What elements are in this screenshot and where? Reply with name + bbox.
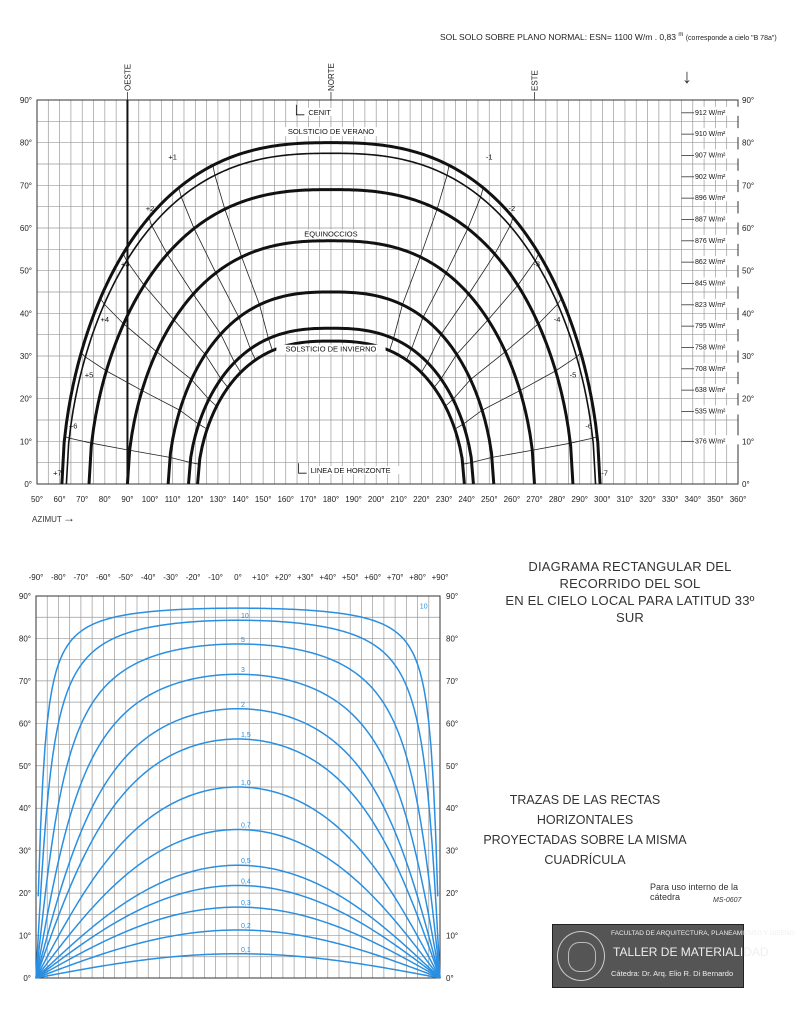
y-tick-label-right: 30° (742, 352, 755, 361)
hour-label: +3 (120, 259, 130, 269)
hour-label: -1 (485, 152, 493, 162)
y-tick-label-left: 60° (19, 224, 32, 233)
x-tick-label: 90° (121, 495, 134, 504)
y-tick-label-right: 80° (742, 138, 755, 148)
trace-label: 2 (241, 701, 245, 709)
lower-x-tick-label: -60° (95, 573, 111, 582)
hour-label: -6 (585, 421, 593, 431)
main-title (505, 558, 755, 626)
lower-y-tick-right: 60° (446, 719, 459, 729)
x-tick-label: 310° (616, 495, 634, 504)
lower-y-tick-left: 40° (18, 804, 31, 814)
trace-label: 1,5 (241, 731, 251, 739)
irradiance-label: 845 W/m² (695, 280, 726, 288)
irradiance-label: 896 W/m² (695, 195, 726, 203)
y-tick-label-right: 0° (742, 480, 750, 489)
irradiance-label: 876 W/m² (695, 237, 726, 245)
lower-x-tick-label: +50° (341, 573, 359, 582)
lower-y-tick-left: 30° (18, 846, 31, 856)
y-tick-label-left: 10° (19, 437, 32, 447)
lower-x-tick-label: +90° (431, 573, 449, 582)
x-tick-label: 230° (435, 495, 453, 504)
x-tick-label: 60° (53, 495, 66, 504)
y-tick-label-right: 70° (742, 181, 755, 191)
lower-x-tick-label: +60° (364, 573, 382, 582)
x-tick-label: 170° (300, 495, 317, 504)
lower-y-tick-right: 10° (446, 931, 459, 941)
subtitle-line2: PROYECTADAS SOBRE LA MISMA CUADRÍCULA (483, 833, 687, 867)
x-tick-label: 340° (684, 495, 702, 504)
university-seal-icon (557, 931, 605, 981)
lower-x-tick-label: -70° (73, 573, 89, 582)
x-tick-label: 210° (390, 495, 408, 504)
lower-x-tick-label: +40° (319, 573, 337, 582)
irradiance-label: 912 W/m² (695, 109, 726, 117)
trace-label: 0,4 (241, 878, 251, 886)
y-tick-label-left: 50° (19, 266, 32, 276)
y-tick-label-right: 10° (742, 437, 755, 447)
hour-label: +2 (145, 203, 155, 213)
lower-y-tick-left: 10° (18, 931, 31, 941)
lower-x-tick-label: -40° (140, 573, 156, 582)
main-title-line2: EN EL CIELO LOCAL PARA LATITUD 33º SUR (505, 593, 755, 625)
hour-label: -4 (553, 314, 561, 324)
lower-y-tick-right: 50° (446, 761, 459, 771)
lower-x-tick-label: -50° (118, 573, 134, 582)
lower-x-tick-label: +20° (274, 573, 292, 582)
lower-y-tick-left: 70° (18, 676, 31, 686)
y-tick-label-right: 50° (742, 266, 755, 276)
x-tick-label: 150° (254, 495, 272, 504)
faculty-stamp (552, 924, 795, 988)
subtitle (470, 790, 700, 870)
y-tick-label-left: 80° (19, 138, 32, 148)
lower-x-tick-label: +70° (386, 573, 404, 582)
hour-label: +1 (168, 152, 177, 162)
x-tick-label: 330° (661, 495, 679, 504)
chair-name: Cátedra: Dr. Arq. Elio R. Di Bernardo (611, 969, 734, 978)
annotation-label: CENIT (308, 107, 331, 117)
main-title-line1: DIAGRAMA RECTANGULAR DEL RECORRIDO DEL SOL (528, 559, 732, 591)
irradiance-label: 758 W/m² (695, 344, 726, 352)
x-tick-label: 120° (187, 495, 204, 504)
irradiance-label: 638 W/m² (695, 387, 726, 395)
orientation-label: OESTE (123, 63, 133, 91)
irradiance-label: 823 W/m² (695, 301, 726, 309)
annotation-label: SOLSTICIO DE VERANO (287, 127, 375, 137)
x-tick-label: 270° (526, 495, 543, 504)
irradiance-label: 535 W/m² (695, 408, 726, 416)
x-axis-arrow: → (63, 511, 75, 525)
x-tick-label: 50° (30, 495, 44, 504)
down-arrow-icon: ↓ (682, 66, 692, 88)
irradiance-label: 907 W/m² (695, 152, 726, 160)
x-tick-label: 110° (164, 495, 181, 504)
x-tick-label: 70° (76, 495, 89, 504)
hour-label: -3 (533, 259, 541, 269)
lower-y-tick-left: 80° (18, 634, 31, 644)
lower-x-tick-label: -80° (51, 573, 66, 582)
irradiance-label: 887 W/m² (695, 216, 726, 224)
hour-label: +4 (100, 314, 110, 324)
irradiance-label: 376 W/m² (695, 438, 726, 446)
irradiance-label: 862 W/m² (695, 259, 726, 267)
x-tick-label: 160° (277, 495, 295, 504)
lower-y-tick-left: 60° (18, 719, 31, 729)
annotation-label: EQUINOCCIOS (304, 229, 358, 239)
internal-use-note: Para uso interno de la cátedra (650, 882, 739, 902)
hour-label: +5 (84, 370, 94, 380)
esn-exponent: m (678, 32, 684, 39)
x-tick-label: 250° (480, 495, 498, 504)
lower-y-tick-right: 30° (446, 846, 459, 856)
esn-text: SOL SOLO SOBRE PLANO NORMAL: ESN= 1100 W/m . 0,83 (440, 32, 676, 42)
annotation-label: LINEA DE HORIZONTE (310, 466, 391, 476)
lower-y-tick-left: 20° (18, 889, 31, 899)
x-tick-label: 300° (594, 495, 611, 504)
x-tick-label: 190° (345, 495, 362, 504)
lower-y-tick-right: 0° (446, 974, 454, 983)
trace-label: 0,7 (241, 822, 251, 830)
lower-x-tick-label: -90° (28, 573, 44, 582)
y-tick-label-left: 90° (19, 96, 32, 105)
trace-label: 0,5 (241, 858, 251, 866)
hour-label: -5 (569, 370, 577, 380)
y-tick-label-left: 40° (19, 309, 32, 319)
lower-x-tick-label: +80° (409, 573, 426, 582)
document-code: MS-0607 (713, 897, 742, 904)
hour-label: -2 (508, 203, 516, 213)
x-tick-label: 280° (548, 495, 566, 504)
lower-y-tick-right: 70° (446, 676, 459, 686)
lower-x-tick-label: +10° (252, 573, 269, 582)
x-axis-label: AZIMUT (32, 515, 62, 524)
faculty-name: FACULTAD DE ARQUITECTURA, PLANEAMIENTO Y DISEÑO (611, 930, 795, 937)
irradiance-label: 708 W/m² (695, 365, 726, 373)
lower-y-tick-right: 90° (446, 592, 459, 601)
lower-y-tick-left: 50° (18, 761, 31, 771)
x-tick-label: 80° (98, 495, 111, 504)
x-tick-label: 350° (707, 495, 724, 504)
y-tick-label-left: 70° (19, 181, 32, 191)
lower-x-tick-label: -30° (163, 573, 179, 582)
subtitle-line1: TRAZAS DE LAS RECTAS HORIZONTALES (509, 793, 661, 827)
trace-label-extra: 10 (419, 603, 428, 611)
x-tick-label: 220° (413, 495, 430, 504)
trace-label: 0,1 (241, 946, 251, 954)
lower-x-tick-label: -20° (185, 573, 201, 582)
lower-x-tick-label: +30° (296, 573, 314, 582)
hour-label: +7 (53, 468, 62, 478)
workshop-name: TALLER DE MATERIALIDAD (613, 945, 769, 959)
x-tick-label: 200° (367, 495, 385, 504)
trace-label: 1,0 (241, 780, 251, 787)
lower-x-tick-label: -10° (208, 573, 223, 582)
annotation-label: SOLSTICIO DE INVIERNO (285, 344, 377, 354)
y-tick-label-right: 40° (742, 309, 755, 319)
trace-label: 0,2 (241, 922, 251, 930)
lower-y-tick-right: 80° (446, 634, 459, 644)
x-tick-label: 320° (639, 495, 656, 504)
y-tick-label-left: 0° (24, 480, 32, 489)
lower-y-tick-right: 40° (446, 804, 459, 814)
x-tick-label: 260° (503, 495, 521, 504)
lower-y-tick-right: 20° (446, 889, 459, 899)
lower-x-tick-label: 0° (234, 573, 242, 582)
lower-y-tick-left: 0° (23, 974, 31, 983)
hour-label: +6 (68, 421, 78, 431)
orientation-label: NORTE (326, 63, 336, 91)
trace-label: 10 (241, 613, 249, 621)
lower-y-tick-left: 90° (18, 592, 31, 601)
y-tick-label-right: 90° (742, 96, 755, 105)
y-tick-label-left: 30° (19, 352, 32, 361)
irradiance-label: 902 W/m² (695, 173, 726, 181)
trace-label: 0,3 (241, 900, 251, 908)
esn-note: (corresponde a cielo "B 78a") (685, 35, 777, 42)
y-tick-label-right: 20° (742, 394, 755, 404)
x-tick-label: 290° (571, 495, 588, 504)
x-tick-label: 130° (209, 495, 227, 504)
trace-label: 3 (241, 667, 245, 675)
y-tick-label-right: 60° (742, 224, 755, 233)
hour-label: -7 (601, 468, 608, 478)
trace-label: 5 (241, 637, 245, 645)
x-tick-label: 240° (458, 495, 475, 504)
x-tick-label: 100° (141, 495, 159, 504)
irradiance-label: 795 W/m² (695, 323, 726, 331)
y-tick-label-left: 20° (19, 394, 32, 404)
orientation-label: ESTE (530, 70, 540, 91)
x-tick-label: 180° (322, 495, 340, 504)
x-tick-label: 360° (729, 495, 747, 504)
irradiance-label: 910 W/m² (695, 131, 726, 139)
x-tick-label: 140° (232, 495, 249, 504)
